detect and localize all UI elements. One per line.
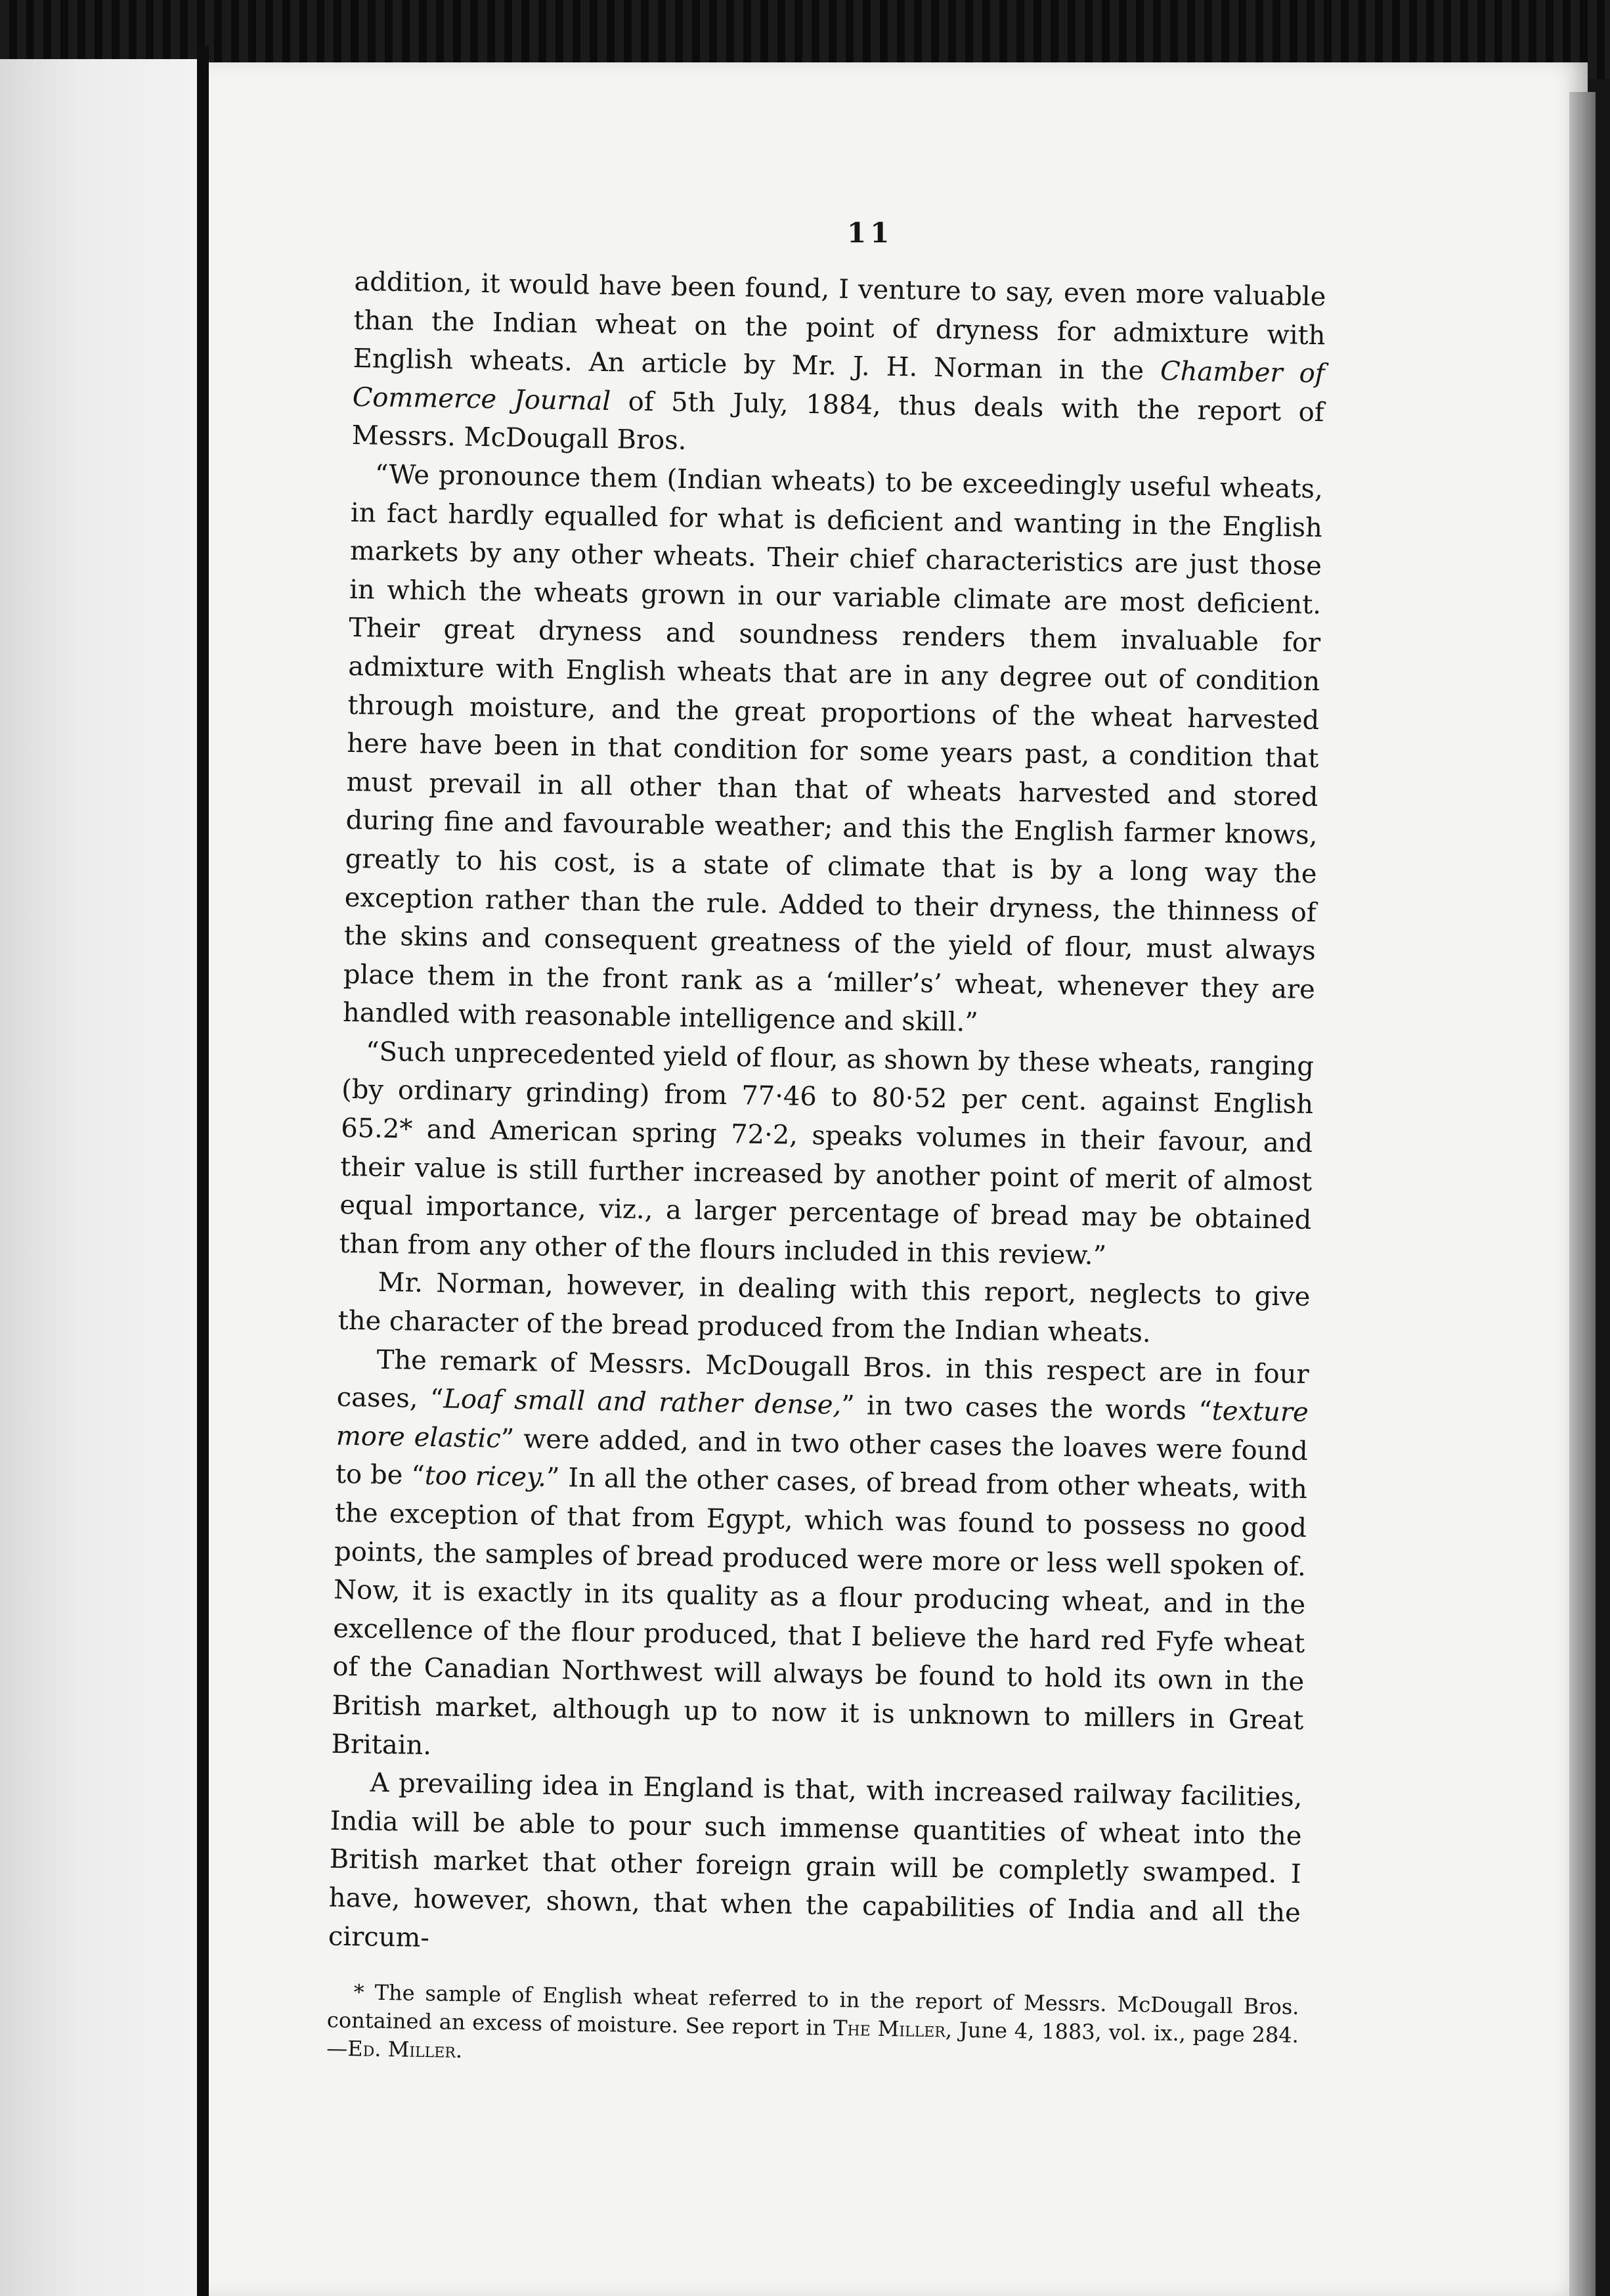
facing-page-edge bbox=[0, 59, 201, 2296]
quoted-remark: too ricey. bbox=[424, 1461, 547, 1493]
footnote bbox=[326, 1978, 1299, 2078]
paragraph-text: addition, it would have been found, I venture to say, even more valuable than the Indian wheat on the point of dryness for admixture with English wheats. An article by Mr. J. H. Norman in the bbox=[353, 266, 1326, 387]
paragraph-text: ” In all the other cases, of bread from other wheats, with the exception of that from Egypt, which was found to possess no good points, the samples of bread produced were more or less well spoken of. Now, it is exactly in its quality as a flour producing wheat, and in the excellence of the flour produced, that I believe the hard red Fyfe wheat of the Canadian Northwest will always be found to hold its own in the British market, although up to now it is unknown to millers in Great Britain. bbox=[331, 1463, 1308, 1761]
page-number: 11 bbox=[847, 217, 894, 249]
editor-credit: Ed. Miller bbox=[347, 2036, 456, 2063]
paragraph-text: ” in two cases the words “ bbox=[840, 1390, 1213, 1426]
paragraph-text: The remark of Messrs. McDougall Bros. in this respect are in four cases, “ bbox=[336, 1344, 1309, 1415]
paragraph: A prevailing idea in England is that, with increased railway facilities, India will be able to pour such immense quantities of wheat into the British market that other foreign grain will be completly swamped. I have, however, shown, that when the capabilities of India and all the circum- bbox=[328, 1767, 1303, 1953]
quote-paragraph: “We pronounce them (Indian wheats) to be exceedingly useful wheats, in fact hardly equalled for what is deficient and wanting in the English markets by any other wheats. Their chief characteristics are just those in which the wheats grown in our variable climate are most deficient. Their great dryness and soundness renders them invaluable for admixture with English wheats that are in any degree out of condition through moisture, and the great proportions of the wheat harvested here have been in that condition for some years past, a condition that must prevail in all other than that of wheats harvested and stored during fine and favourable weather; and this the English farmer knows, greatly to his cost, is a state of climate that is by a long way the exception rather than the rule. Added to their dryness, the thinness of the skins and consequent greatness of the yield of flour, must always place them in the front rank as a ‘miller’s’ wheat, whenever they are handled with reasonable intelligence and skill.” bbox=[342, 459, 1324, 1038]
footnote-text: , June 4, 1883, vol. ix., page 284.— bbox=[326, 2017, 1299, 2062]
quotation bbox=[339, 455, 1323, 1279]
paragraph-text: of 5th July, 1884, thus deals with the report of Messrs. McDougall Bros. bbox=[351, 386, 1324, 456]
body-text bbox=[326, 263, 1326, 2078]
quote-paragraph: “Such unprecedented yield of flour, as shown by these wheats, ranging (by ordinary grinding) from 77·46 to 80·52 per cent. against English 65.2* and American spring 72·2, speaks volumes in their favour, and their value is still further increased by another point of merit of almost equal importance, viz., a larger percentage of bread may be obtained than from any other of the flours included in this review.” bbox=[339, 1036, 1315, 1271]
paragraph-continued bbox=[351, 263, 1326, 470]
paragraph bbox=[331, 1340, 1309, 1778]
journal-title: Chamber of Commerce Journal bbox=[352, 356, 1325, 416]
quoted-remark: texture more elastic bbox=[336, 1396, 1309, 1454]
footnote-text: * The sample of English wheat referred to in the report of Messrs. McDougall Bros. contained an excess of moisture. See report in bbox=[326, 1979, 1299, 2041]
journal-title: The Miller bbox=[833, 2015, 946, 2042]
paragraph-text: ” were added, and in two other cases the loaves were found to be “ bbox=[335, 1423, 1309, 1491]
book-gutter bbox=[197, 46, 209, 2296]
page-edge-shadow bbox=[1569, 92, 1596, 2296]
paragraph: Mr. Norman, however, in dealing with this report, neglects to give the character of the bread produced from the Indian wheats. bbox=[337, 1268, 1311, 1349]
quoted-remark: Loaf small and rather dense, bbox=[443, 1384, 842, 1421]
footnote-text: . bbox=[455, 2037, 463, 2064]
